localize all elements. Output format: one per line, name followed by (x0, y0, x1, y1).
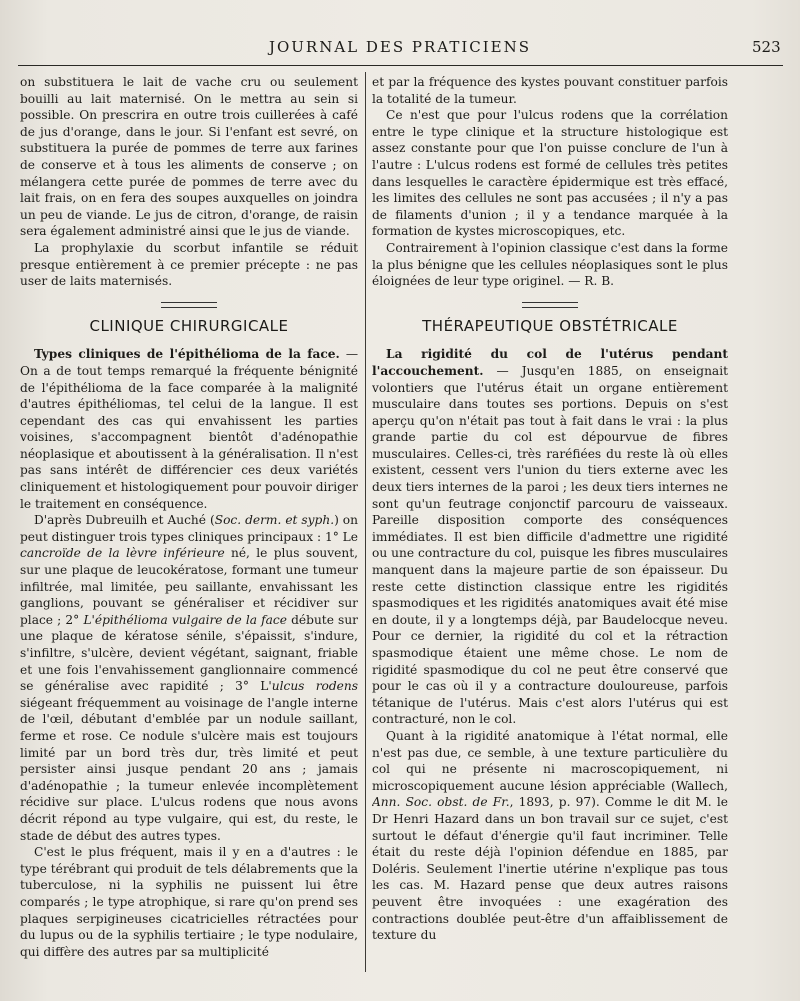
article-paragraph-2: Quant à la rigidité anatomique à l'état normal, elle n'est pas due, ce semble, à une texture particulière du col qui ne présente ni macroscopiquement, ni microscopiquement aucune lésion appréciable (Wallech, Ann. Soc. obst. de Fr., 1893, p. 97). Comme le dit M. le Dr Henri Hazard dans un bon travail sur ce sujet, c'est surtout le défaut d'énergie qu'il faut incriminer. Telle était du reste déjà l'opinion défendue en 1885, par Doléris. Seulement l'inertie utérine n'explique pas tous les cas. M. Hazard pense que deux autres raisons peuvent être invoquées : une exagération des contractions doublée peut-être d'un affaiblissement de texture du (372, 728, 728, 943)
article-title-epithelioma: Types cliniques de l'épithélioma de la face. (34, 347, 340, 362)
right-continuation-paragraph-2: Ce n'est que pour l'ulcus rodens que la corrélation entre le type clinique et la structure histologique est assez constante pour que l'on puisse conclure de l'un à l'autre : L'ulcus rodens est formé de cellules très petites dans lesquelles le caractère épidermique est très effacé, les limites des cellules ne sont pas accusées ; il n'y a pas de filaments d'union ; il y a tendance marquée à la formation de kystes microscopiques, etc. (372, 108, 728, 239)
article-paragraph-1: Types cliniques de l'épithélioma de la face. — On a de tout temps remarqué la fréquente bénignité de l'épithélioma de la face comparée à la malignité d'autres épithéliomas, tel celui de la langue. Il est cependant des cas qui envahissent les parties voisines, s'accompagnent bientôt d'adénopathie néoplasique et aboutissent à la généralisation. Il n'est pas sans intérêt de différencier ces deux variétés cliniquement et histologiquement pour pouvoir diriger le traitement en conséquence. (20, 347, 358, 511)
left-continuation-paragraph-1: on substituera le lait de vache cru ou seulement bouilli au lait maternisé. On le mettra au sein si possible. On prescrira en outre trois cuillerées à café de jus d'orange, dans le jour. Si l'enfant est sevré, on substituera la purée de pommes de terre aux farines de conserve et à tous les aliments de conserve ; on mélangera cette purée de pommes de terre avec du lait frais, on en fera des soupes auxquelles on joindra un peu de viande. Le jus de citron, d'orange, de raisin sera également administré ainsi que le jus de viande. (20, 75, 358, 239)
column-divider (365, 72, 366, 972)
page-number: 523 (752, 38, 781, 56)
section-divider (161, 302, 217, 308)
running-title: JOURNAL DES PRATICIENS (268, 38, 532, 56)
citation: Ann. Soc. obst. de Fr. (372, 795, 510, 810)
header-rule (18, 65, 783, 66)
section-divider (522, 302, 578, 308)
article-paragraph-3: C'est le plus fréquent, mais il y en a d'autres : le type térébrant qui produit de tels délabrements que la tuberculose, ni la syphilis ne puissent lui être comparés ; le type atrophique, si rare qu'on prend ses plaques serpigineuses cicatricielles rétractées pour du lupus ou de la syphilis tertiaire ; le type nodulaire, qui diffère des autres par sa multiplicité (20, 845, 358, 959)
left-continuation-paragraph-2: La prophylaxie du scorbut infantile se réduit presque entièrement à ce premier précepte : ne pas user de laits maternisés. (20, 240, 358, 289)
right-continuation-paragraph-1: et par la fréquence des kystes pouvant constituer parfois la totalité de la tumeur. (372, 75, 728, 106)
section-heading-clinique: CLINIQUE CHIRURGICALE (89, 316, 289, 335)
article-paragraph-1: La rigidité du col de l'utérus pendant l'accouchement. — Jusqu'en 1885, on enseignait volontiers que l'utérus était un organe entièrement musculaire dans toutes ses portions. Depuis on s'est aperçu qu'on n'était pas tout à fait dans le vrai : la plus grande partie du col est dépourvue de fibres musculaires. Celles-ci, très raréfiées du reste là où elles existent, cessent vers l'union du tiers externe avec les deux tiers internes de la paroi ; les deux tiers internes ne sont qu'un feutrage conjonctif parcouru de vaisseaux. Pareille disposition comporte des conséquences immédiates. Il est bien difficile d'admettre une rigidité ou une contracture du col, puisque les fibres musculaires manquent dans la majeure partie de son épaisseur. Du reste cette distinction classique entre les rigidités spasmodiques et les rigidités anatomiques avait été mise en doute, il y a longtemps déjà, par Baudelocque neveu. Pour ce dernier, la rigidité du col et la rétraction spasmodique étaient une même chose. Le nom de rigidité spasmodique du col ne peut être conservé que pour le cas où il y a contracture douloureuse, parfois tétanique de l'utérus. Mais c'est alors l'utérus qui est contracturé, non le col. (372, 347, 728, 727)
article-paragraph-2: D'après Dubreuilh et Auché (Soc. derm. et syph.) on peut distinguer trois types cliniques principaux : 1° Le cancroïde de la lèvre inférieure né, le plus souvent, sur une plaque de leucokératose, formant une tumeur infiltrée, mal limitée, peu saillante, envahissant les ganglions, pouvant se généraliser et récidiver sur place ; 2° L'épithélioma vulgaire de la face débute sur une plaque de kératose sénile, s'épaissit, s'indure, s'infiltre, s'ulcère, devient végétant, saignant, friable et une fois l'envahissement ganglionnaire commencé se généralise avec rapidité ; 3° L'ulcus rodens siégeant fréquemment au voisinage de l'angle interne de l'œil, débutant d'emblée par un nodule saillant, ferme et rose. Ce nodule s'ulcère mais est toujours limité par un bord très dur, très limité et peut persister ainsi jusque pendant 20 ans ; jamais d'adénopathie ; la tumeur enlevée incomplètement récidive sur place. L'ulcus rodens que nous avons décrit répond au type vulgaire, qui est, du reste, le stade de début des autres types. (20, 513, 358, 843)
section-heading-therapeutique: THÉRAPEUTIQUE OBSTÉTRICALE (422, 316, 678, 335)
left-column (20, 74, 358, 996)
citation: Soc. derm. et syph. (214, 513, 335, 528)
right-continuation-paragraph-3: Contrairement à l'opinion classique c'est dans la forme la plus bénigne que les cellules néoplasiques sont le plus éloignées de leur type originel. — R. B. (372, 240, 728, 289)
right-column (372, 74, 728, 996)
article-title-rigidite: La rigidité du col de l'utérus pendant l'accouchement. (372, 347, 728, 378)
